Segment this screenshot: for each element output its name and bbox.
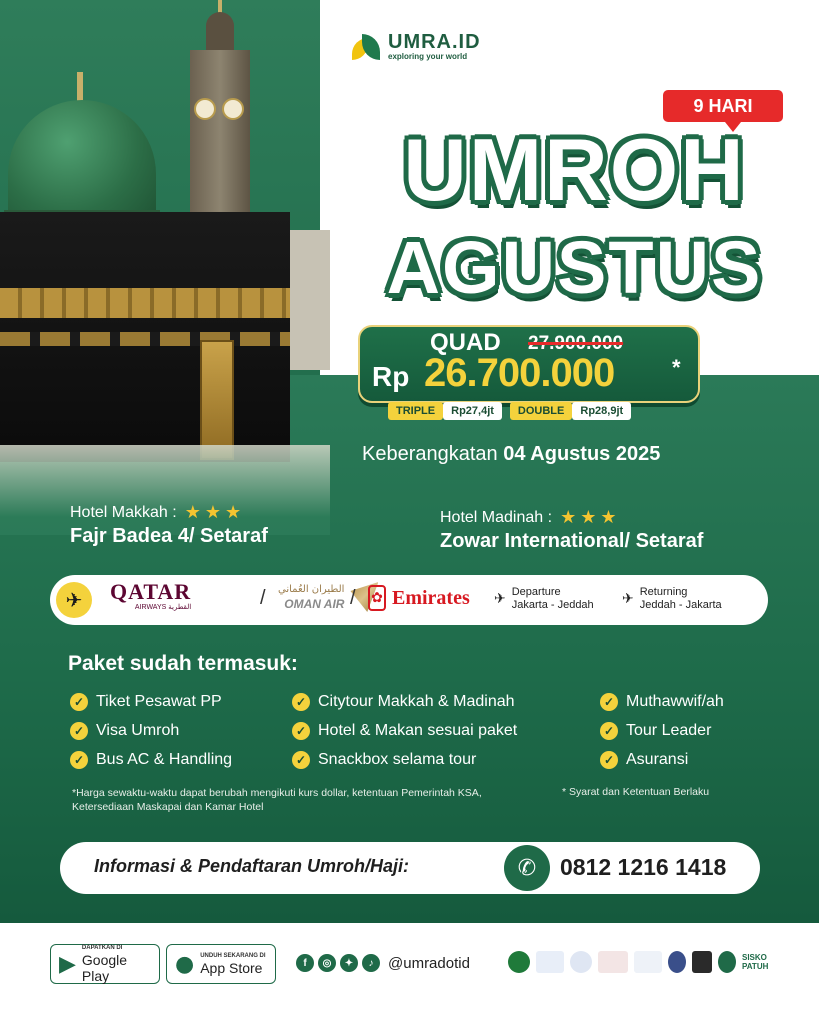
departure-value: 04 Agustus 2025 — [503, 443, 661, 465]
oman-air-logo — [278, 582, 378, 612]
oman-arabic: الطيران العُماني — [278, 584, 345, 595]
included-column-2 — [292, 692, 517, 770]
emblem-logo-icon — [692, 951, 712, 973]
instagram-icon[interactable]: ◎ — [318, 954, 336, 972]
kan-logo-icon — [634, 951, 662, 973]
app-store-button[interactable] — [166, 944, 276, 984]
association-logo-icon — [570, 951, 592, 973]
social-links — [296, 954, 470, 972]
clock-face — [222, 98, 244, 120]
sisko-line-2: PATUH — [742, 962, 769, 971]
phone-icon[interactable]: ✆ — [504, 845, 550, 891]
item-label: Hotel & Makan sesuai paket — [318, 722, 518, 739]
certification-badge-icon — [598, 951, 628, 973]
check-icon: ✓ — [600, 722, 618, 740]
twitter-icon[interactable]: ✦ — [340, 954, 358, 972]
leaf-logo-icon — [352, 32, 382, 62]
emirates-name: Emirates — [392, 586, 470, 609]
sisko-patuh-text — [742, 953, 768, 971]
hotel-makkah — [70, 502, 268, 548]
kiswah-band-lower — [0, 332, 290, 346]
double-tag: DOUBLE — [510, 402, 572, 420]
tiktok-icon[interactable]: ♪ — [362, 954, 380, 972]
list-item — [600, 721, 724, 741]
footer — [0, 923, 819, 1024]
currency-label: Rp — [372, 361, 410, 392]
store-name: App Store — [200, 960, 263, 976]
contact-label: Informasi & Pendaftaran Umroh/Haji: — [94, 856, 410, 876]
hotel-madinah-label: Hotel Madinah : — [440, 508, 553, 526]
kemenag-logo-icon — [508, 951, 530, 973]
list-item — [70, 721, 232, 741]
check-icon: ✓ — [70, 722, 88, 740]
list-item — [70, 692, 232, 712]
item-label: Bus AC & Handling — [96, 751, 233, 768]
airline-separator: / — [260, 587, 266, 609]
check-icon: ✓ — [292, 722, 310, 740]
triple-tag: TRIPLE — [388, 402, 443, 420]
item-label: Snackbox selama tour — [318, 751, 477, 768]
returning-route-text: Jeddah - Jakarta — [639, 599, 722, 611]
duration-badge: 9 HARI — [663, 90, 783, 122]
phone-number[interactable]: 0812 1216 1418 — [560, 854, 727, 880]
oman-name: OMAN AIR — [284, 597, 345, 611]
item-label: Citytour Makkah & Madinah — [318, 693, 515, 710]
departure-date — [362, 443, 660, 466]
social-handle[interactable]: @umradotid — [388, 954, 470, 972]
departure-route — [494, 586, 594, 612]
google-play-icon: ▶ — [59, 951, 76, 977]
clock-face — [194, 98, 216, 120]
check-icon: ✓ — [600, 693, 618, 711]
certification-logos — [508, 951, 768, 973]
item-label: Asuransi — [626, 751, 689, 768]
takeoff-icon: ✈ — [494, 590, 506, 606]
other-room-prices — [388, 402, 631, 420]
dome-spire — [77, 72, 83, 102]
terms-note: * Syarat dan Ketentuan Berlaku — [562, 786, 710, 798]
price-asterisk: * — [672, 355, 681, 380]
departure-title: Departure — [511, 586, 561, 598]
item-label: Tour Leader — [626, 722, 712, 739]
hotel-madinah-name: Zowar International/ Setaraf — [440, 530, 704, 552]
old-price: 27.900.000 — [528, 333, 624, 354]
qatar-sub: AIRWAYS القطرية — [134, 604, 192, 611]
store-caption: UNDUH SEKARANG DI — [200, 953, 266, 959]
check-icon: ✓ — [292, 693, 310, 711]
store-name: Google Play — [81, 952, 128, 984]
new-price: 26.700.000 — [424, 351, 615, 395]
returning-title: Returning — [639, 586, 688, 598]
emirates-logo — [368, 585, 470, 611]
included-title: Paket sudah termasuk: — [68, 652, 298, 675]
list-item — [600, 692, 724, 712]
star-rating-icon: ★★★ — [184, 502, 246, 522]
apple-icon: ● — [175, 951, 195, 977]
triple-price: Rp27,4jt — [443, 402, 502, 420]
list-item — [292, 721, 517, 741]
title-line-1: UMROH — [403, 120, 746, 219]
green-dome — [8, 100, 156, 220]
hotel-makkah-label: Hotel Makkah : — [70, 503, 177, 521]
included-column-3 — [600, 692, 724, 770]
google-play-button[interactable] — [50, 944, 160, 984]
star-rating-icon: ★★★ — [560, 507, 621, 527]
airplane-icon: ✈ — [56, 582, 92, 618]
list-item — [292, 750, 517, 770]
price-disclaimer: *Harga sewaktu-waktu dapat berubah mengikuti kurs dollar, ketentuan Pemerintah KSA, Ketersediaan Maskapai dan Kamar Hotel — [72, 787, 482, 813]
check-icon: ✓ — [292, 751, 310, 769]
brand-logo[interactable] — [352, 30, 481, 64]
qatar-name: QATAR — [110, 579, 192, 604]
list-item — [70, 750, 232, 770]
store-caption: DAPATKAN DI — [81, 945, 123, 951]
brand-tagline: exploring your world — [388, 52, 468, 61]
title-line-2: AGUSTUS — [386, 226, 763, 309]
kaaba-photo — [0, 40, 330, 510]
contact-bar[interactable] — [60, 842, 760, 894]
emirates-mark-icon: ✿ — [368, 585, 386, 611]
item-label: Tiket Pesawat PP — [96, 693, 222, 710]
hotel-makkah-name: Fajr Badea 4/ Setaraf — [70, 525, 268, 547]
returning-route — [622, 586, 722, 612]
sisko-line-1: SISKO — [742, 953, 767, 962]
check-icon: ✓ — [70, 693, 88, 711]
airline-separator: / — [350, 587, 356, 609]
double-price: Rp28,9jt — [572, 402, 631, 420]
clock-tower-top — [206, 12, 234, 54]
departure-route-text: Jakarta - Jeddah — [511, 599, 594, 611]
kaaba-door — [200, 340, 234, 460]
iata-logo-icon — [536, 951, 564, 973]
price-box — [358, 325, 700, 403]
qatar-airways-logo — [110, 581, 191, 613]
included-column-1 — [70, 692, 232, 770]
check-icon: ✓ — [70, 751, 88, 769]
landing-icon: ✈ — [622, 590, 634, 606]
facebook-icon[interactable]: f — [296, 954, 314, 972]
seal-logo-icon — [668, 951, 686, 973]
list-item — [600, 750, 724, 770]
kiswah-band — [0, 288, 290, 318]
check-icon: ✓ — [600, 751, 618, 769]
hotel-madinah — [440, 507, 703, 553]
item-label: Visa Umroh — [96, 722, 180, 739]
list-item — [292, 692, 517, 712]
departure-label: Keberangkatan — [362, 443, 498, 465]
brand-name: UMRA.ID — [388, 31, 481, 53]
room-type-label: QUAD — [430, 329, 501, 356]
sisko-patuh-logo-icon — [718, 951, 736, 973]
item-label: Muthawwif/ah — [626, 693, 724, 710]
airlines-bar — [50, 575, 768, 625]
